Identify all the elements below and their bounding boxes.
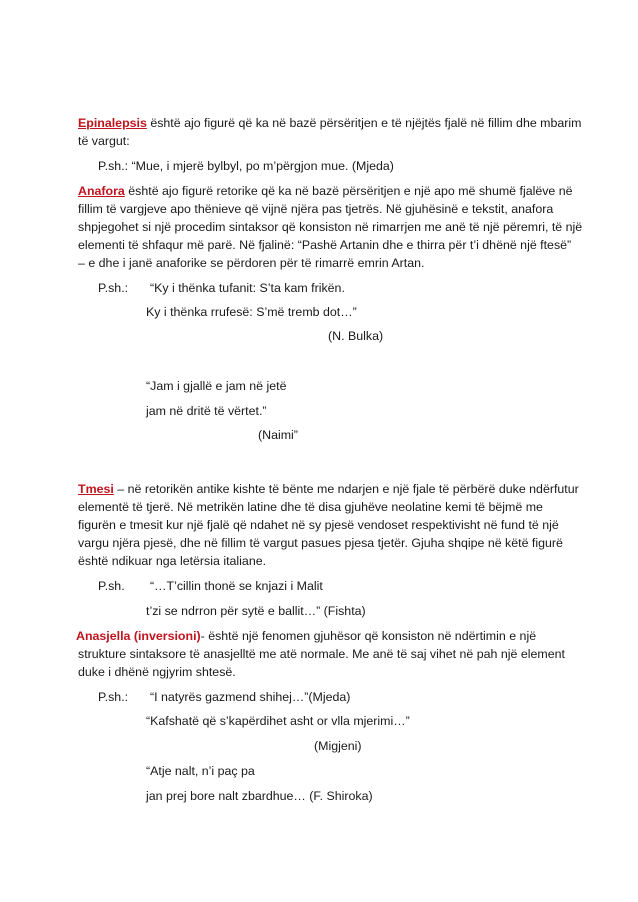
tmesi-text-2: elementë të tjerë. Në metrikën latine dhe të disa gjuhëve neolatine kemi të bëjmë me	[78, 500, 543, 514]
tmesi-text-3: figurën e tmesit kur një fjalë që ndahet në sy pjesë vendoset respektivisht në fund të një	[78, 518, 559, 532]
tmesi-example-label: P.sh.	[98, 579, 125, 593]
anasjella-example-line-1: “I natyrës gazmend shihej…”(Mjeda)	[150, 690, 351, 704]
anafora-term: Anafora	[78, 184, 125, 198]
tmesi-example-line-2: t’zi se ndrron për sytë e ballit…” (Fishta)	[146, 604, 366, 618]
tmesi-example-line-1: “…T’cillin thonë se knjazi i Malit	[150, 579, 323, 593]
epinalepsis-example: P.sh.: “Mue, i mjerë bylbyl, po m’përgjon mue. (Mjeda)	[98, 159, 394, 173]
anafora-example2-author: (Naimi”	[258, 428, 298, 442]
anasjella-text-3: duke i dhënë ngjyrim shtesë.	[78, 665, 236, 679]
anasjella-example-line-2: “Kafshatë që s’kapërdihet asht or vlla mjerimi…”	[146, 714, 410, 728]
anasjella-example2-line-1: “Atje nalt, n’i paç pa	[146, 764, 255, 778]
anasjella-text-2: strukture sintaksore të anasjelltë me atë normale. Me anë të saj vihet në pah një element	[78, 647, 565, 661]
anafora-example-author: (N. Bulka)	[328, 329, 384, 343]
anafora-text-4: elementi të shfaqur më parë. Në fjalinë: “Pashë Artanin dhe e thirra për t’i dhënë një ftesë”	[78, 238, 572, 252]
anasjella-term: Anasjella (inversioni)	[76, 629, 201, 643]
epinalepsis-line-1	[78, 115, 581, 131]
anasjella-line-1	[76, 628, 536, 644]
anafora-text-1: është ajo figurë retorike që ka në bazë përsëritjen e një apo më shumë fjalëve në	[124, 184, 573, 198]
anasjella-example-author: (Migjeni)	[314, 739, 362, 753]
anafora-line-1	[78, 183, 573, 199]
epinalepsis-text-2: të vargut:	[78, 134, 130, 148]
anasjella-example2-line-2: jan prej bore nalt zbardhue… (F. Shiroka)	[146, 789, 373, 803]
anafora-example-label: P.sh.:	[98, 281, 129, 295]
tmesi-text-5: është ndikuar nga letërsia italiane.	[78, 554, 267, 568]
anafora-example-line-2: Ky i thënka rrufesë: S’më tremb dot…”	[146, 305, 357, 319]
anafora-example2-line-1: “Jam i gjallë e jam në jetë	[146, 379, 287, 393]
epinalepsis-text-1: është ajo figurë që ka në bazë përsëritjen e të njëjtës fjalë në fillim dhe mbarim	[146, 116, 582, 130]
tmesi-line-1	[78, 481, 579, 497]
anafora-text-3: shpjegohet si një procedim sintaksor që konsiston në rimarrjen me anë të një përemri, të një	[78, 220, 583, 234]
anafora-example-line-1: “Ky i thënka tufanit: S’ta kam frikën.	[150, 281, 345, 295]
tmesi-text-1: – në retorikën antike kishte të bënte me ndarjen e një fjale të përbërë duke ndërfutur	[113, 482, 579, 496]
tmesi-term: Tmesi	[78, 482, 114, 496]
anasjella-example-label: P.sh.:	[98, 690, 129, 704]
anafora-example2-line-2: jam në dritë të vërtet.”	[146, 404, 267, 418]
anasjella-text-1: - është një fenomen gjuhësor që konsiston në ndërtimin e një	[200, 629, 537, 643]
anafora-text-5: – e dhe i janë anaforike se përdoren për të rimarrë emrin Artan.	[78, 256, 425, 270]
anafora-text-2: fillim të vargjeve apo thënieve që vijnë njëra pas tjetrës. Në gjuhësinë e tekstit, anafora	[78, 202, 554, 216]
tmesi-text-4: vargu njëra pjesë, dhe në fillim të vargut pasues pjesa tjetër. Gjuha shqipe në këtë figurë	[78, 536, 563, 550]
epinalepsis-term: Epinalepsis	[78, 116, 147, 130]
